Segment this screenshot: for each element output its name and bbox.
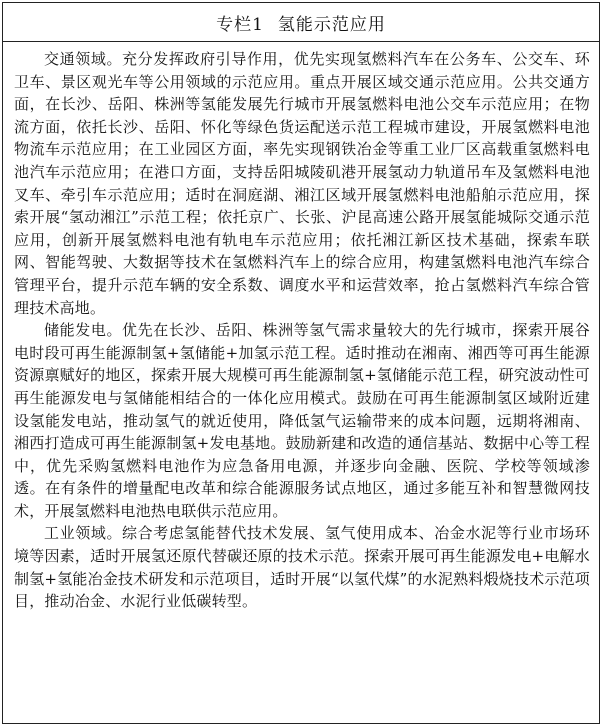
feature-box (2, 2, 600, 724)
box-content (3, 42, 599, 613)
box-title: 氢能示范应用 (277, 14, 386, 35)
paragraph-industry: 工业领域。综合考虑氢能替代技术发展、氢气使用成本、冶金水泥等行业市场环境等因素，适时开展氢还原代替碳还原的技术示范。探索开展可再生能源发电+电解水制氢+氢能冶金技术研发和示范项目，适时开展“以氢代煤”的水泥熟料煅烧技术示范项目，推动冶金、水泥行业低碳转型。 (14, 524, 590, 611)
paragraph-energy-storage: 储能发电。优先在长沙、岳阳、株洲等氢气需求量较大的先行城市，探索开展谷电时段可再生能源制氢+氢储能+加氢示范工程。适时推动在湘南、湘西等可再生能源资源禀赋好的地区，探索开展大规模可再生能源制氢+氢储能示范工程，研究波动性可再生能源发电与氢储能相结合的一体化应用模式。鼓励在可再生能源制氢区域附近建设氢能发电站，推动氢气的就近使用，降低氢气运输带来的成本问题，远期将湘南、湘西打造成可再生能源制氢+发电基地。鼓励新建和改造的通信基站、数据中心等工程中，优先采购氢燃料电池作为应急备用电源，并逐步向金融、医院、学校等领域渗透。在有条件的增量配电改革和综合能源服务试点地区，通过多能互补和智慧微网技术，开展氢燃料电池热电联供示范应用。 (14, 321, 590, 520)
box-label: 专栏1 (216, 14, 264, 35)
paragraph-transport: 交通领域。充分发挥政府引导作用，优先实现氢燃料汽车在公务车、公交车、环卫车、景区观光车等公用领域的示范应用。重点开展区域交通示范应用。公共交通方面，在长沙、岳阳、株洲等氢能发展先行城市开展氢燃料电池公交车示范应用；在物流方面，依托长沙、岳阳、怀化等绿色货运配送示范工程城市建设，开展氢燃料电池物流车示范应用；在工业园区方面，率先实现钢铁冶金等重工业厂区高载重氢燃料电池汽车示范应用；在港口方面，支持岳阳城陵矶港开展氢动力轨道吊车及氢燃料电池叉车、牵引车示范应用；适时在洞庭湖、湘江区域开展氢燃料电池船舶示范应用，探索开展“氢动湘江”示范工程；依托京广、长张、沪昆高速公路开展氢能城际交通示范应用，创新开展氢燃料电池有轨电车示范应用；依托湘江新区技术基础，探索车联网、智能驾驶、大数据等技术在氢燃料汽车上的综合应用，构建氢燃料电池汽车综合管理平台，提升示范车辆的安全系数、调度水平和运营效率，抢占氢燃料汽车综合管理技术高地。 (14, 50, 590, 317)
box-header (3, 3, 599, 42)
